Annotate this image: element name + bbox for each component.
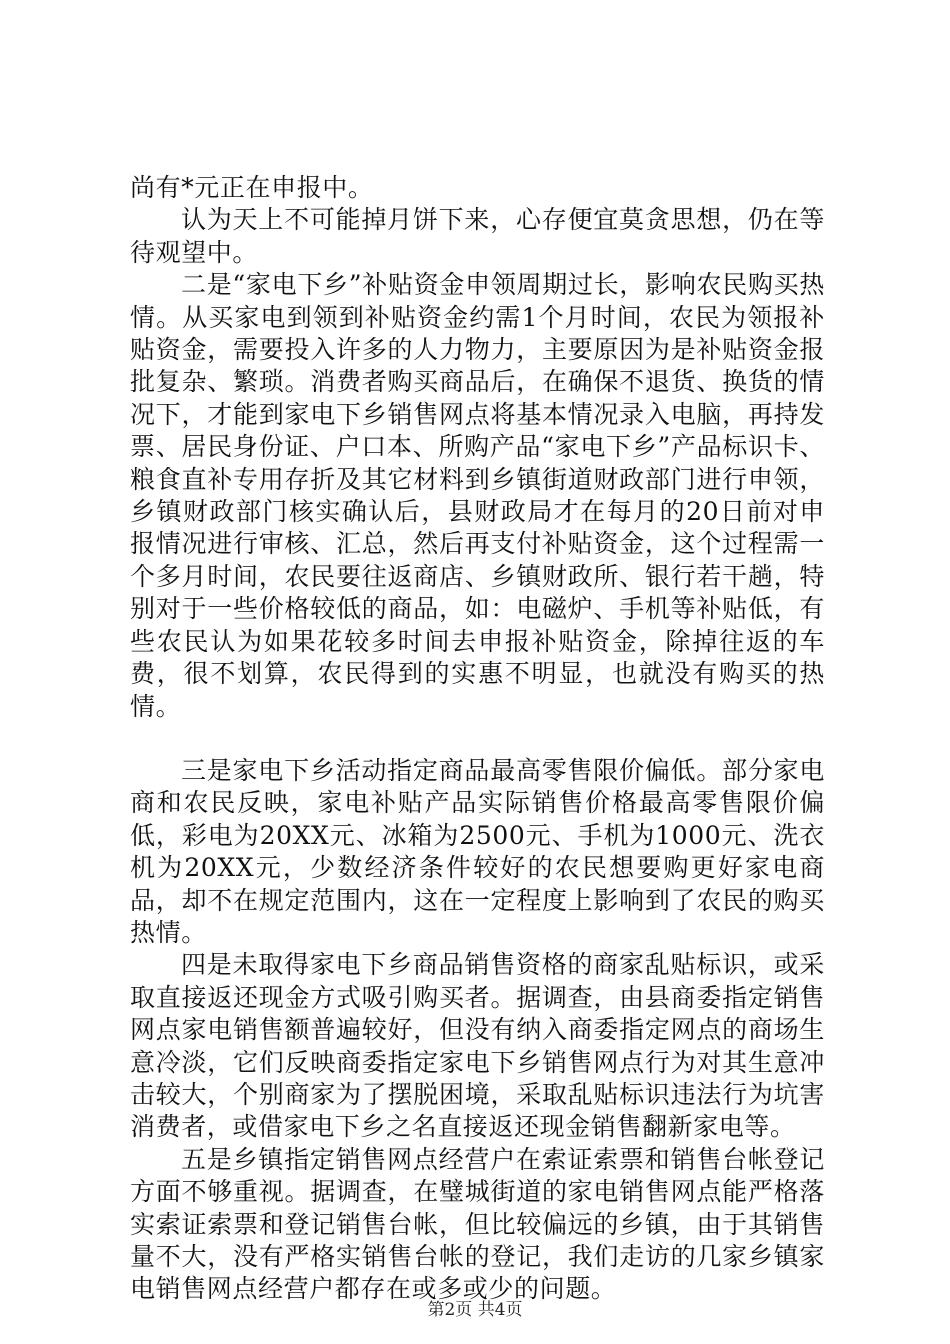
paragraph-point-two: 二是“家电下乡”补贴资金申领周期过长，影响农民购买热情。从买家电到领到补贴资金约需1个月时间，农民为领报补贴资金，需要投入许多的人力物力，主要原因为是补贴资金报批复杂、繁琐。消费者购买商品后，在确保不退货、换货的情况下，才能到家电下乡销售网点将基本情况录入电脑，再持发票、居民身份证、户口本、所购产品“家电下乡”产品标识卡、粮食直补专用存折及其它材料到乡镇街道财政部门进行申领，乡镇财政部门核实确认后，县财政局才在每月的20日前对申报情况进行审核、汇总，然后再支付补贴资金，这个过程需一个多月时间，农民要往返商店、乡镇财政所、银行若干趟，特别对于一些价格较低的商品，如：电磁炉、手机等补贴低，有些农民认为如果花较多时间去申报补贴资金，除掉往返的车费，很不划算，农民得到的实惠不明显，也就没有购买的热情。 bbox=[130, 270, 825, 721]
page-number-footer: 第2页 共4页 bbox=[427, 1300, 523, 1320]
paragraph-point-three: 三是家电下乡活动指定商品最高零售限价偏低。部分家电商和农民反映，家电补贴产品实际销售价格最高零售限价偏低，彩电为20XX元、冰箱为2500元、手机为1000元、洗衣机为20XX元，少数经济条件较好的农民想要购更好家电商品，却不在规定范围内，这在一定程度上影响到了农民的购买热情。 bbox=[130, 755, 825, 947]
paragraph-point-four: 四是未取得家电下乡商品销售资格的商家乱贴标识，或采取直接返还现金方式吸引购买者。据调查，由县商委指定销售网点家电销售额普遍较好，但没有纳入商委指定网点的商场生意冷淡，它们反映商委指定家电下乡销售网点行为对其生意冲击较大，个别商家为了摆脱困境，采取乱贴标识违法行为坑害消费者，或借家电下乡之名直接返还现金销售翻新家电等。 bbox=[130, 950, 825, 1142]
document-body bbox=[130, 172, 825, 1306]
paragraph-point-five: 五是乡镇指定销售网点经营户在索证索票和销售台帐登记方面不够重视。据调查，在璧城街道的家电销售网点能严格落实索证索票和登记销售台帐，但比较偏远的乡镇，由于其销售量不大，没有严格实销售台帐的登记，我们走访的几家乡镇家电销售网点经营户都存在或多或少的问题。 bbox=[130, 1144, 825, 1304]
paragraph-continuation: 尚有*元正在申报中。 bbox=[130, 173, 374, 202]
paragraph-waiting-attitude: 认为天上不可能掉月饼下来，心存便宜莫贪思想，仍在等待观望中。 bbox=[130, 205, 825, 267]
